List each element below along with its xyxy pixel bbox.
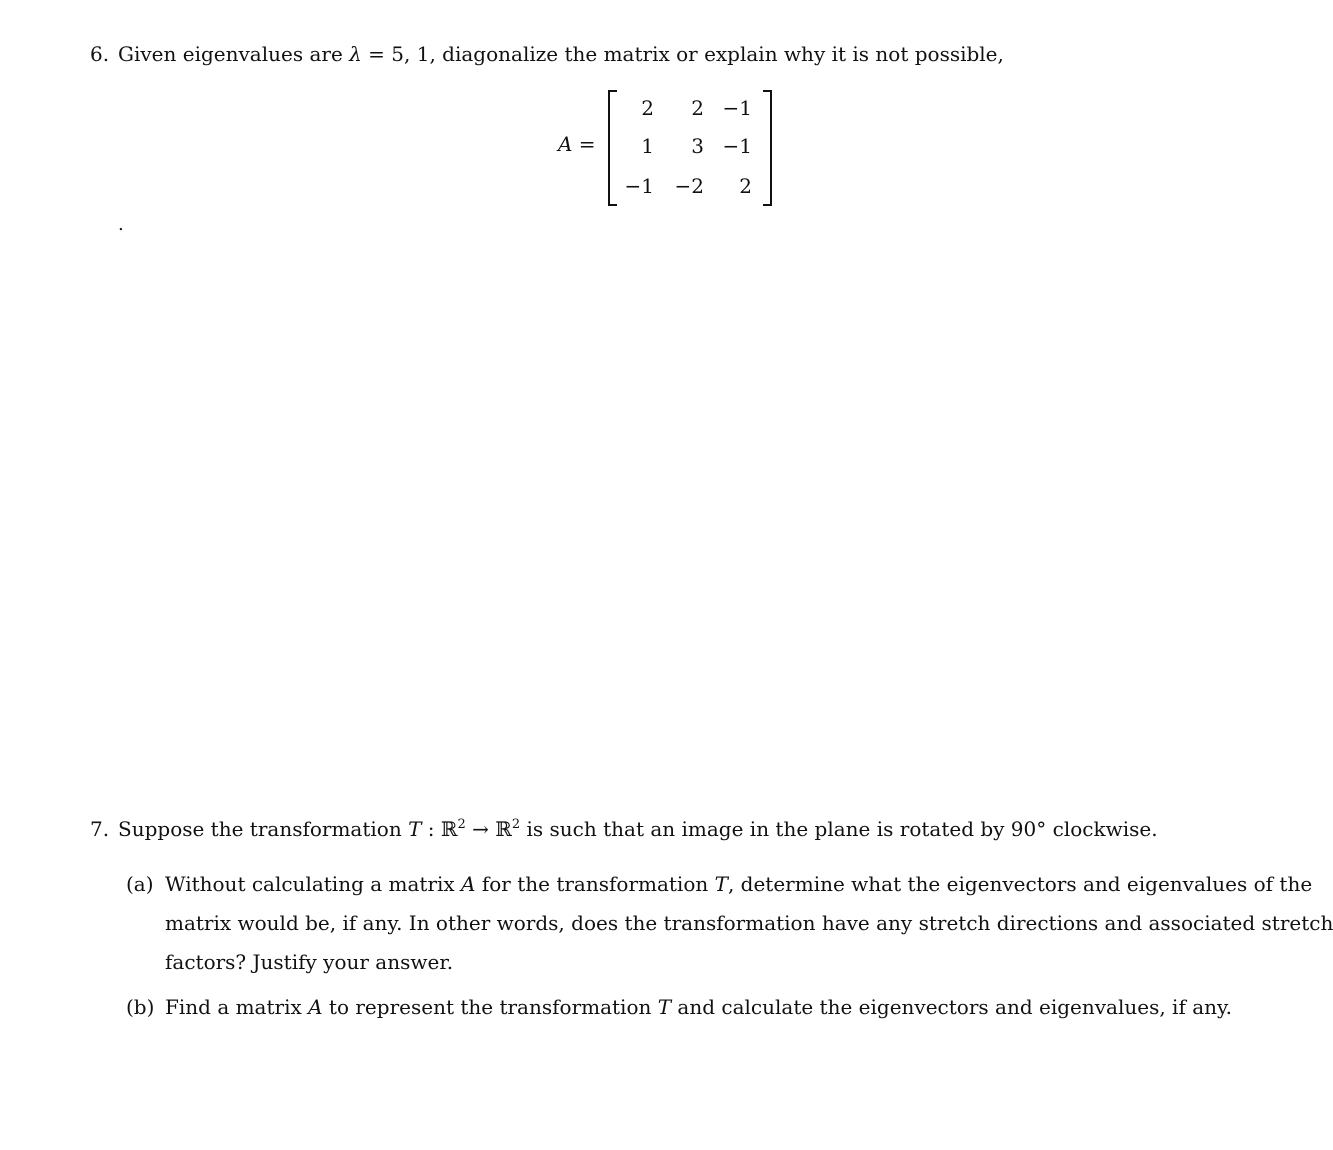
matrix-cell: 2 xyxy=(691,96,704,120)
question-7-number: 7. xyxy=(90,817,110,841)
matrix-cell: −1 xyxy=(722,134,752,158)
matrix-cell: 2 xyxy=(641,96,654,120)
lambda-symbol: λ xyxy=(349,42,362,66)
matrix-cell: −2 xyxy=(674,174,704,198)
question-6-text xyxy=(118,42,1004,66)
matrix-cell: 1 xyxy=(641,134,654,158)
part-a-line-1 xyxy=(165,872,1312,896)
matrix-label: A = xyxy=(558,132,596,156)
q7-sup-2: 2 xyxy=(511,817,521,832)
question-7-text xyxy=(118,817,1158,841)
part-a-line-2: matrix would be, if any. In other words, does the transformation have any stretch directions and associated stretch xyxy=(165,911,1333,935)
matrix-cell: −1 xyxy=(722,96,752,120)
q7-map: : ℝ xyxy=(421,817,458,841)
part-b-pre: Find a matrix xyxy=(165,995,309,1019)
part-a-pre: Without calculating a matrix xyxy=(165,872,462,896)
part-a-A: A xyxy=(461,872,476,896)
q7-text-2: is such that an image in the plane is rotated by 90° clockwise. xyxy=(520,817,1158,841)
matrix-right-bracket xyxy=(763,90,772,206)
part-b-mid: to represent the transformation xyxy=(322,995,658,1019)
part-b-A: A xyxy=(308,995,323,1019)
part-b-text xyxy=(165,995,1232,1019)
q7-T: T xyxy=(408,817,422,841)
part-b-post: and calculate the eigenvectors and eigenvalues, if any. xyxy=(671,995,1233,1019)
q7-sup-1: 2 xyxy=(457,817,466,832)
part-a-T: T xyxy=(714,872,728,896)
part-a-post: , determine what the eigenvectors and eigenvalues of the xyxy=(727,872,1313,896)
q7-text-1: Suppose the transformation xyxy=(118,817,409,841)
matrix-cell: −1 xyxy=(624,174,654,198)
q6-text-post: = 5, 1, diagonalize the matrix or explain why it is not possible, xyxy=(361,42,1004,66)
part-b-T: T xyxy=(657,995,672,1019)
question-6-number: 6. xyxy=(90,42,110,66)
q6-text-pre: Given eigenvalues are xyxy=(118,42,350,66)
part-a-label: (a) xyxy=(126,872,154,896)
part-b-label: (b) xyxy=(126,995,155,1019)
part-a-line-3: factors? Justify your answer. xyxy=(165,950,454,974)
q7-arrow: → ℝ xyxy=(465,817,512,841)
matrix-cell: 2 xyxy=(739,174,752,198)
matrix-cell: 3 xyxy=(691,134,704,158)
part-a-mid: for the transformation xyxy=(475,872,715,896)
trailing-dot: . xyxy=(118,214,124,235)
